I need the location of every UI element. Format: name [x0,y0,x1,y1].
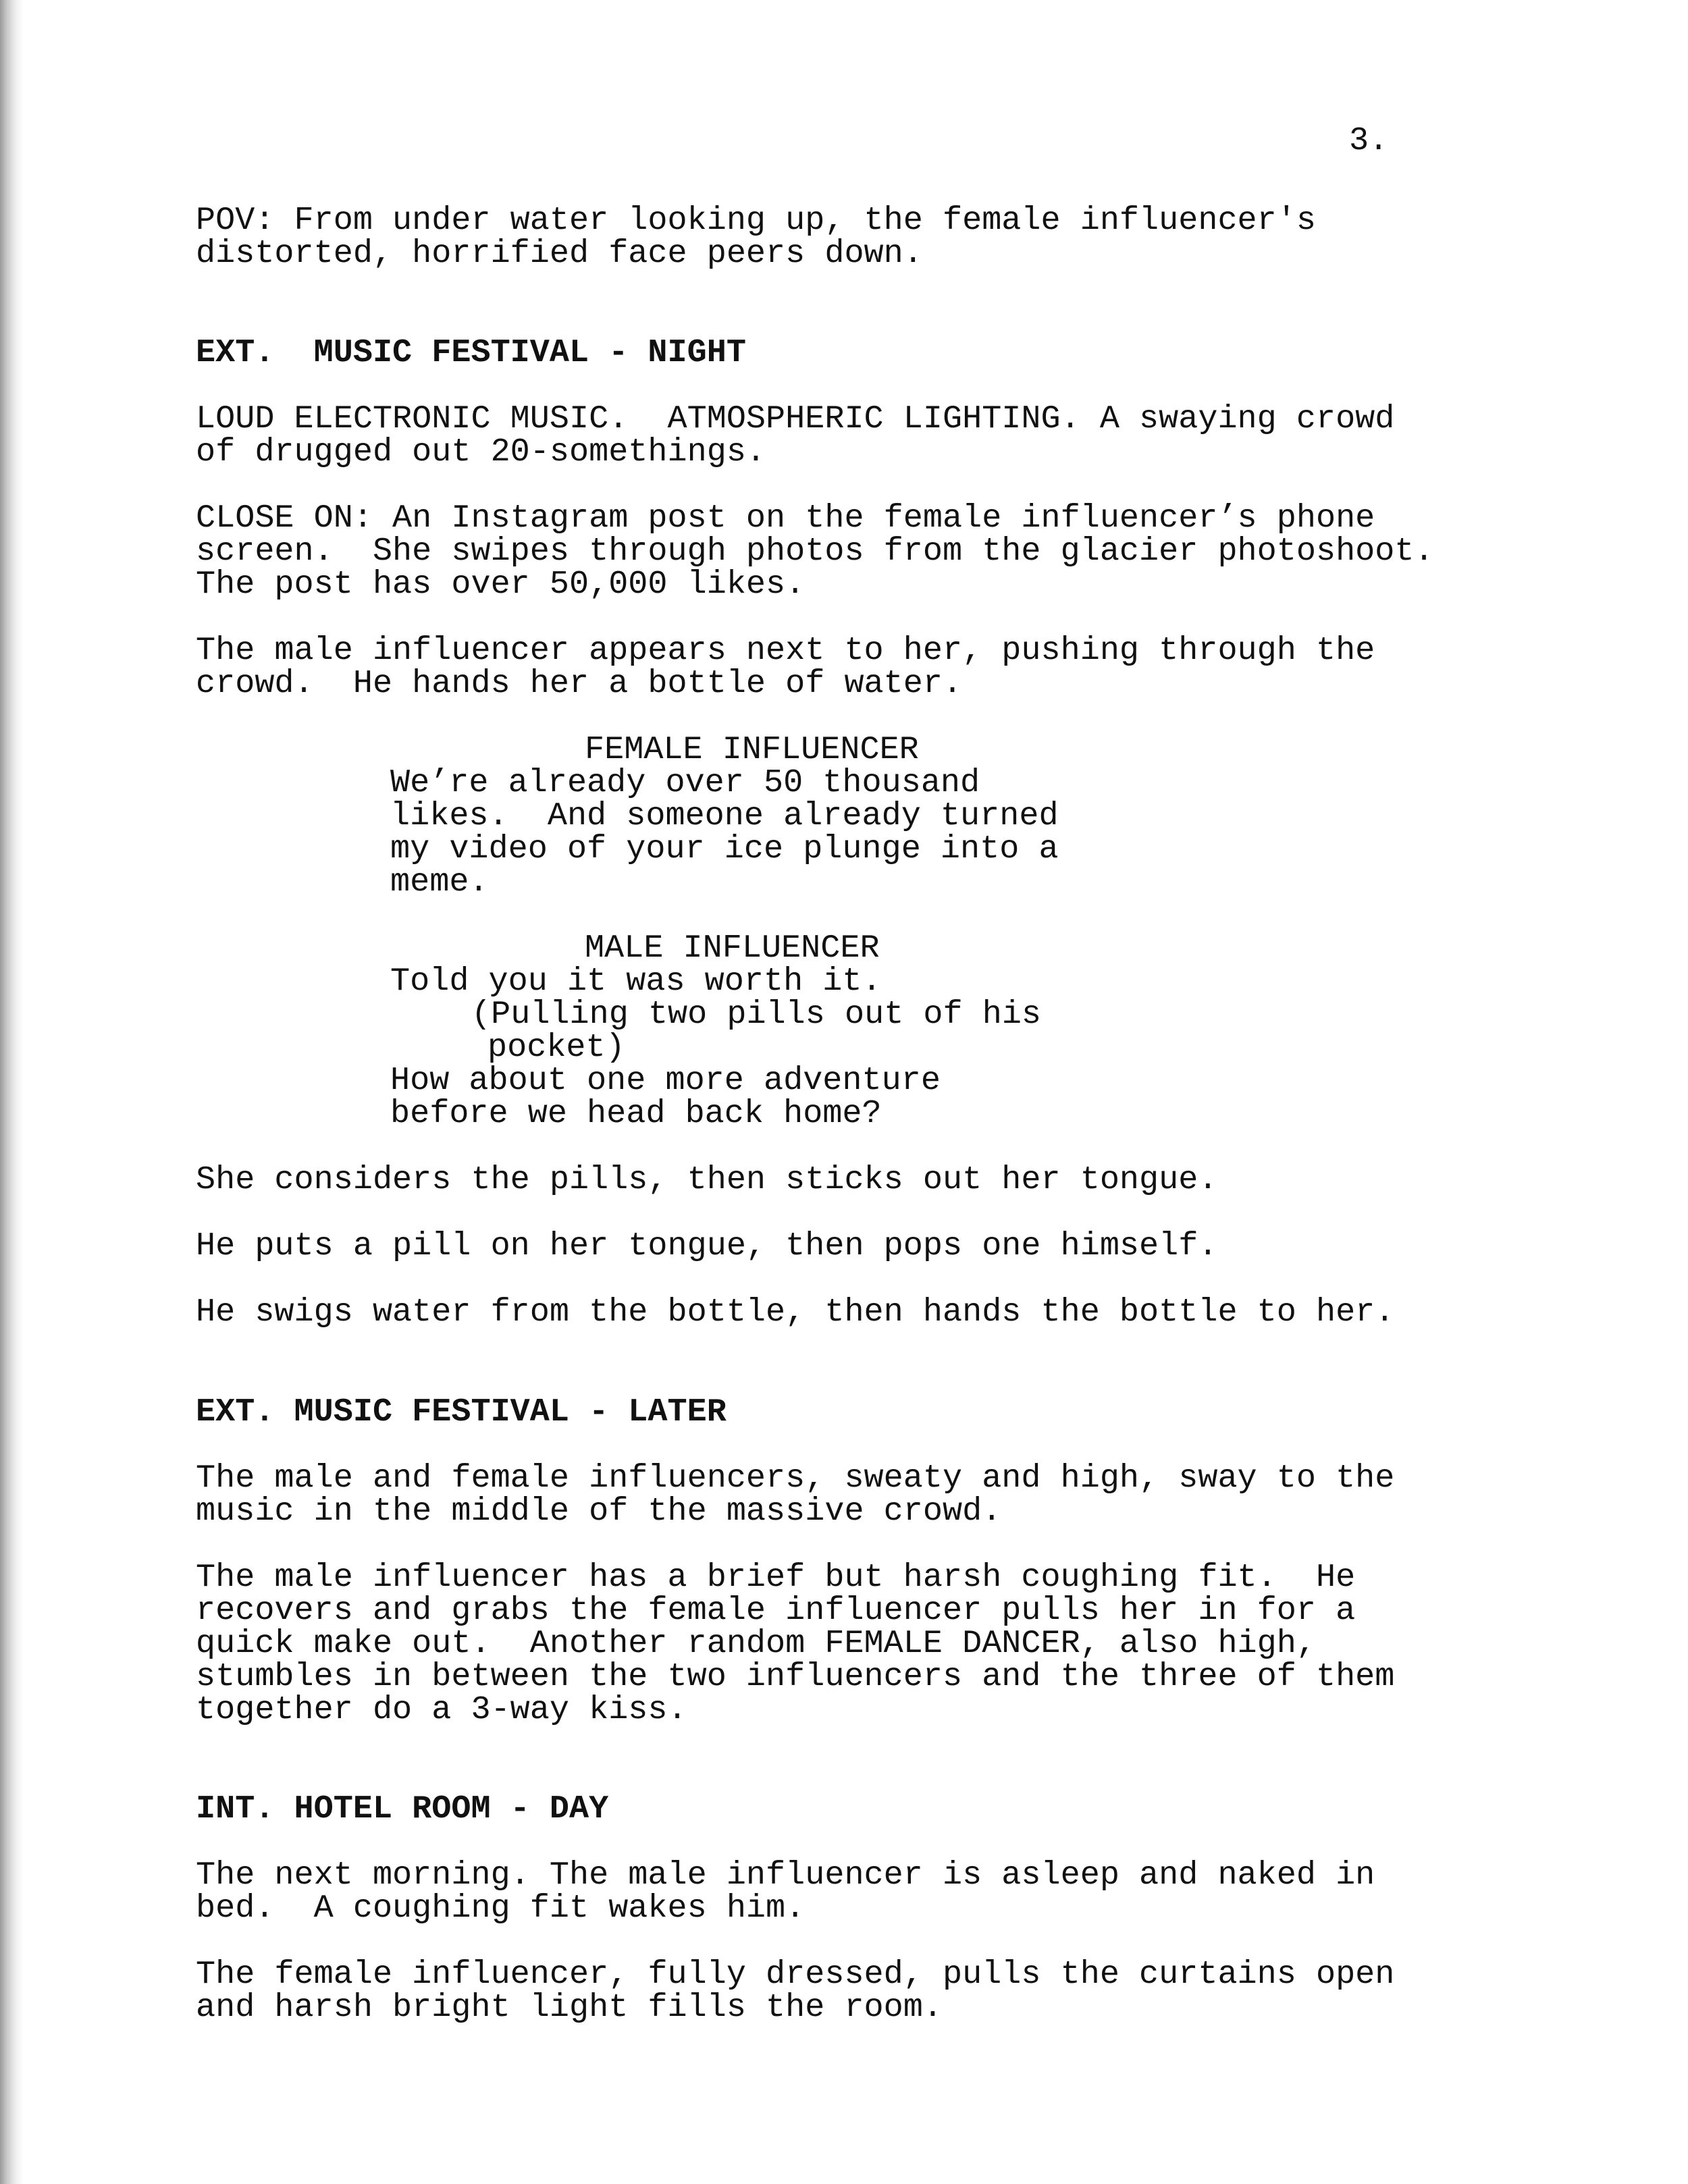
action-line: The male influencer has a brief but harsh coughing fit. He [196,1559,1356,1596]
action-line: together do a 3-way kiss. [196,1691,687,1728]
action-line: CLOSE ON: An Instagram post on the female influencer’s phone [196,500,1375,537]
parenthetical-line: pocket) [487,1029,625,1066]
dialogue-line: before we head back home? [390,1095,882,1132]
dialogue-line: How about one more adventure [390,1062,941,1099]
action-line: LOUD ELECTRONIC MUSIC. ATMOSPHERIC LIGHTING. A swaying crowd [196,400,1395,437]
dialogue-line: Told you it was worth it. [390,963,882,1000]
action-line: screen. She swipes through photos from the glacier photoshoot. [196,533,1434,570]
action-line: He swigs water from the bottle, then hands the bottle to her. [196,1294,1395,1331]
scene-heading: EXT. MUSIC FESTIVAL - LATER [196,1393,727,1431]
dialogue-line: my video of your ice plunge into a [390,830,1059,868]
action-line: of drugged out 20-somethings. [196,433,766,471]
action-line: quick make out. Another random FEMALE DANCER, also high, [196,1625,1316,1662]
page-number: 3. [1349,122,1389,159]
character-name: MALE INFLUENCER [585,930,880,967]
dialogue-line: meme. [390,863,489,901]
dialogue-line: We’re already over 50 thousand [390,764,980,801]
action-line: bed. A coughing fit wakes him. [196,1890,806,1927]
action-line: The next morning. The male influencer is asleep and naked in [196,1857,1375,1894]
action-line: The male and female influencers, sweaty and high, sway to the [196,1460,1395,1497]
script-page [196,0,1479,2184]
action-line: and harsh bright light fills the room. [196,1989,943,2026]
character-name: FEMALE INFLUENCER [585,731,919,768]
action-line: recovers and grabs the female influencer pulls her in for a [196,1592,1356,1629]
scene-heading: INT. HOTEL ROOM - DAY [196,1790,609,1828]
action-line: stumbles in between the two influencers and the three of them [196,1658,1395,1695]
page-shadow-edge [0,0,23,2184]
action-line: POV: From under water looking up, the female influencer's [196,202,1316,239]
action-line: The female influencer, fully dressed, pulls the curtains open [196,1956,1395,1993]
action-line: She considers the pills, then sticks out her tongue. [196,1161,1218,1198]
action-line: crowd. He hands her a bottle of water. [196,665,963,702]
action-line: He puts a pill on her tongue, then pops one himself. [196,1227,1218,1264]
dialogue-line: likes. And someone already turned [390,797,1059,834]
scene-heading: EXT. MUSIC FESTIVAL - NIGHT [196,334,746,371]
action-line: The post has over 50,000 likes. [196,566,806,603]
action-line: The male influencer appears next to her, pushing through the [196,632,1375,669]
action-line: distorted, horrified face peers down. [196,235,923,272]
parenthetical-line: (Pulling two pills out of his [471,996,1042,1033]
action-line: music in the middle of the massive crowd. [196,1493,1002,1530]
